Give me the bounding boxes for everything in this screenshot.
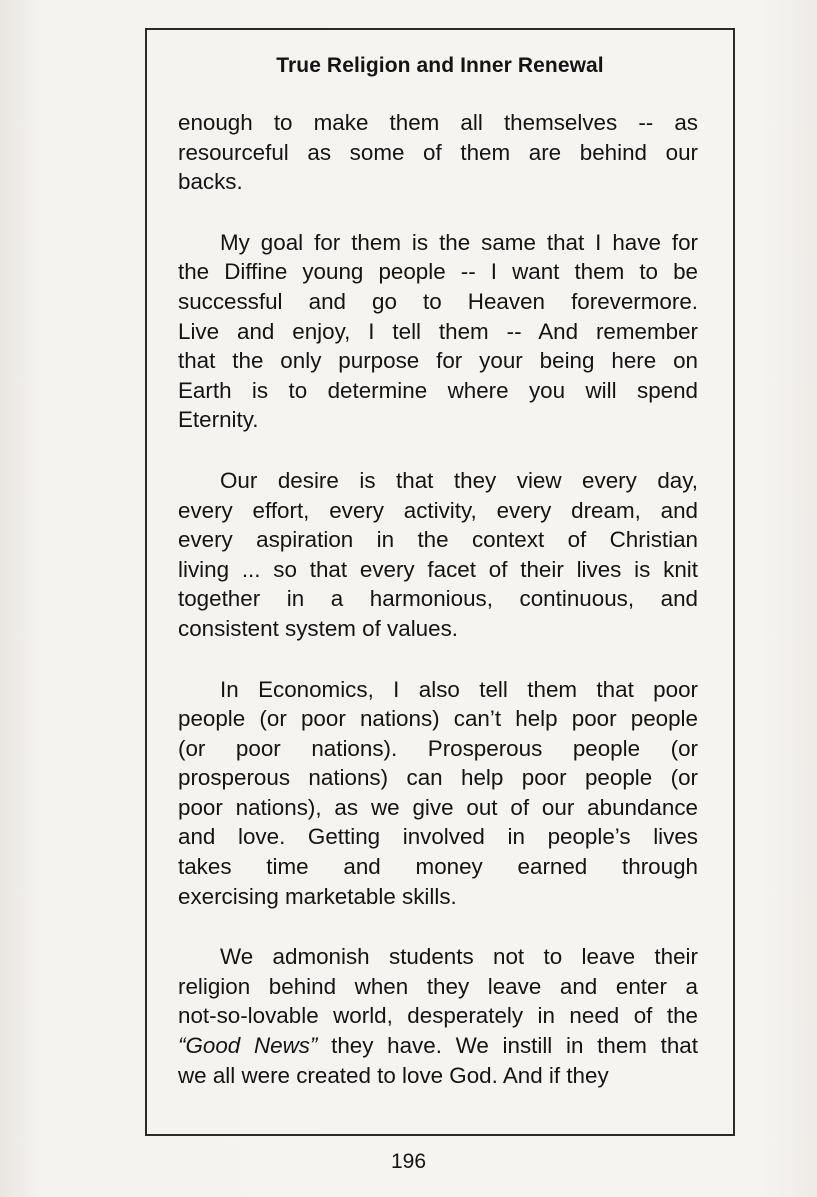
text-line: We admonish students not to leave their bbox=[220, 944, 698, 970]
paragraph bbox=[178, 108, 698, 197]
text-line: and love. Getting involved in people’s lives bbox=[178, 824, 698, 850]
text-line: the Diffine young people -- I want them to be bbox=[178, 259, 698, 285]
text-line: consistent system of values. bbox=[178, 615, 459, 641]
text-line: Our desire is that they view every day, bbox=[220, 467, 698, 493]
text-line: resourceful as some of them are behind our bbox=[178, 139, 698, 165]
text-line: Live and enjoy, I tell them -- And remember bbox=[178, 318, 698, 344]
text-line: My goal for them is the same that I have for bbox=[220, 229, 698, 255]
text-line: “Good News” they have. We instill in them that bbox=[178, 1033, 698, 1059]
text-frame bbox=[145, 28, 735, 1136]
text-line: takes time and money earned through bbox=[178, 854, 698, 880]
text-line: not-so-lovable world, desperately in need of the bbox=[178, 1003, 698, 1029]
running-header: True Religion and Inner Renewal bbox=[276, 54, 604, 77]
paragraph bbox=[178, 675, 698, 912]
text-line: Eternity. bbox=[178, 407, 259, 433]
text-line: that the only purpose for your being here on bbox=[178, 348, 698, 374]
text-line: exercising marketable skills. bbox=[178, 883, 457, 909]
text-line: (or poor nations). Prosperous people (or bbox=[178, 735, 698, 761]
paragraph bbox=[178, 228, 698, 435]
text-line: together in a harmonious, continuous, and bbox=[178, 586, 698, 612]
text-line: enough to make them all themselves -- as bbox=[178, 110, 698, 135]
text-line: every aspiration in the context of Christian bbox=[178, 527, 698, 553]
text-line: In Economics, I also tell them that poor bbox=[220, 676, 698, 702]
text-line: people (or poor nations) can’t help poor people bbox=[178, 706, 698, 732]
body-text bbox=[178, 108, 698, 1121]
text-line: prosperous nations) can help poor people (or bbox=[178, 765, 698, 791]
paragraph bbox=[178, 942, 698, 1090]
page-number: 196 bbox=[390, 1150, 427, 1173]
text-line: we all were created to love God. And if they bbox=[178, 1062, 609, 1088]
text-line: religion behind when they leave and enter a bbox=[178, 973, 698, 999]
text-line: living ... so that every facet of their lives is knit bbox=[178, 556, 698, 582]
text-line: poor nations), as we give out of our abundance bbox=[178, 794, 698, 820]
text-line: backs. bbox=[178, 169, 243, 195]
text-line: every effort, every activity, every dream, and bbox=[178, 497, 698, 523]
text-line: Earth is to determine where you will spend bbox=[178, 377, 698, 403]
paragraph bbox=[178, 466, 698, 644]
emphasis-text: “Good News” bbox=[178, 1033, 318, 1059]
text-line: successful and go to Heaven forevermore. bbox=[178, 288, 698, 314]
